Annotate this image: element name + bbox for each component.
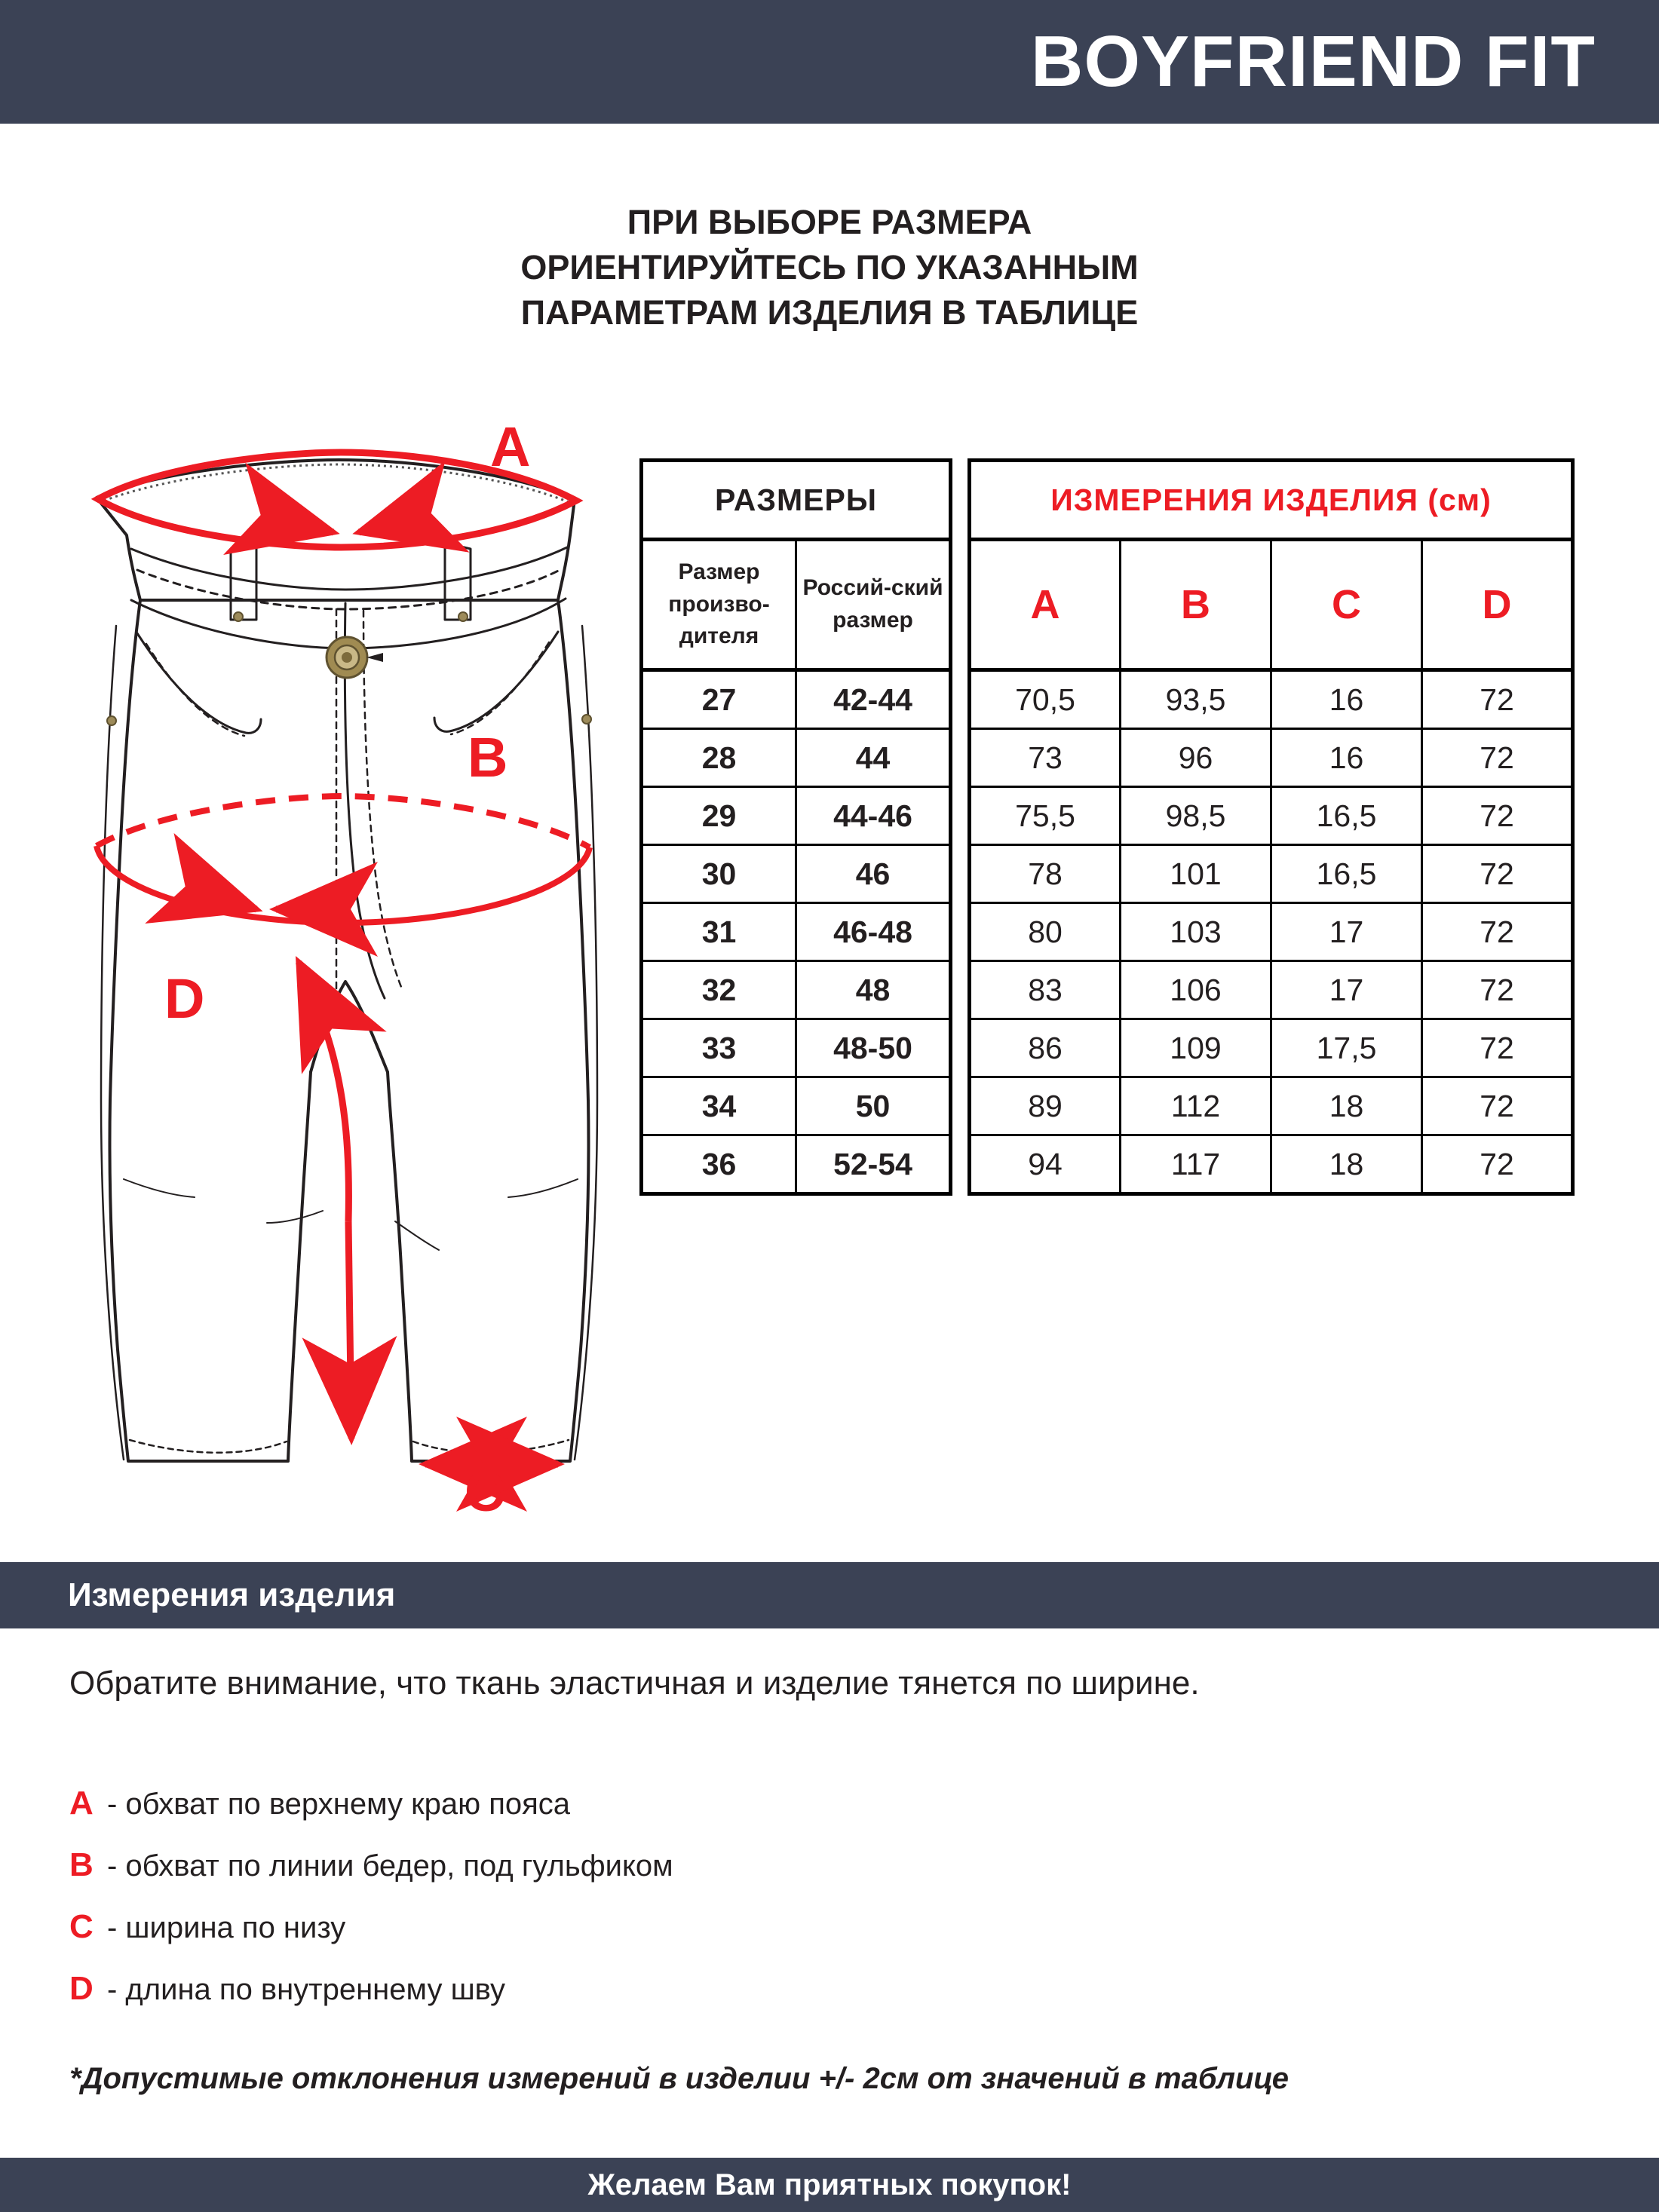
- legend-letter-b: B: [69, 1846, 94, 1883]
- cell-a: 78: [970, 845, 1121, 903]
- table-header-row: [970, 461, 1573, 540]
- cell-b: 96: [1121, 729, 1271, 787]
- col-header-b: B: [1121, 540, 1271, 670]
- cell-russian: 44: [796, 729, 951, 787]
- cell-manufacturer: 36: [642, 1135, 796, 1194]
- page-title: BOYFRIEND FIT: [1031, 21, 1596, 102]
- header-banner: [0, 0, 1659, 124]
- tolerance-footnote: *Допустимые отклонения измерений в изделии +/- 2см от значений в таблице: [69, 2062, 1289, 2095]
- legend-item-c: [69, 1908, 1201, 1970]
- sizes-table: [639, 458, 952, 1196]
- cell-d: 72: [1422, 1077, 1573, 1135]
- footer-message: Желаем Вам приятных покупок!: [587, 2168, 1072, 2201]
- measurement-legend: [69, 1785, 1201, 2032]
- table-row: [970, 787, 1573, 845]
- legend-letter-d: D: [69, 1970, 94, 2007]
- legend-letter-a: A: [69, 1785, 94, 1821]
- col-header-a: A: [970, 540, 1121, 670]
- cell-b: 106: [1121, 961, 1271, 1019]
- table-row: [970, 903, 1573, 961]
- cell-russian: 46-48: [796, 903, 951, 961]
- diagram-label-a: A: [490, 415, 531, 478]
- cell-a: 70,5: [970, 670, 1121, 729]
- cell-manufacturer: 32: [642, 961, 796, 1019]
- subtitle-block: [0, 200, 1659, 335]
- col-header-d: D: [1422, 540, 1573, 670]
- col-header-russian: Россий-ский размер: [796, 540, 951, 670]
- stretch-note: Обратите внимание, что ткань эластичная и изделие тянется по ширине.: [69, 1665, 1200, 1702]
- table-row: [642, 1135, 951, 1194]
- cell-manufacturer: 28: [642, 729, 796, 787]
- measurements-group-header: ИЗМЕРЕНИЯ ИЗДЕЛИЯ (см): [970, 461, 1573, 540]
- footer-banner: [0, 2158, 1659, 2212]
- cell-a: 83: [970, 961, 1121, 1019]
- cell-russian: 50: [796, 1077, 951, 1135]
- cell-manufacturer: 27: [642, 670, 796, 729]
- cell-russian: 48-50: [796, 1019, 951, 1077]
- cell-c: 17,5: [1271, 1019, 1422, 1077]
- cell-d: 72: [1422, 1019, 1573, 1077]
- table-row: [642, 1019, 951, 1077]
- cell-a: 75,5: [970, 787, 1121, 845]
- measurement-b-ellipse-top: [97, 796, 590, 847]
- cell-a: 86: [970, 1019, 1121, 1077]
- cell-manufacturer: 30: [642, 845, 796, 903]
- table-header-row: [642, 461, 951, 540]
- col-header-manufacturer: Размер произво-дителя: [642, 540, 796, 670]
- cell-b: 117: [1121, 1135, 1271, 1194]
- cell-c: 18: [1271, 1077, 1422, 1135]
- cell-russian: 42-44: [796, 670, 951, 729]
- table-row: [642, 1077, 951, 1135]
- section-banner-label: Измерения изделия: [68, 1576, 396, 1613]
- sizes-group-header: РАЗМЕРЫ: [642, 461, 951, 540]
- cell-d: 72: [1422, 670, 1573, 729]
- table-row: [970, 1077, 1573, 1135]
- jeans-button-icon: [327, 637, 383, 678]
- table-row: [970, 1019, 1573, 1077]
- cell-d: 72: [1422, 729, 1573, 787]
- cell-b: 93,5: [1121, 670, 1271, 729]
- legend-item-b: [69, 1846, 1201, 1908]
- cell-b: 109: [1121, 1019, 1271, 1077]
- table-row: [642, 961, 951, 1019]
- subtitle-line-1: ПРИ ВЫБОРЕ РАЗМЕРА: [627, 203, 1032, 241]
- cell-b: 103: [1121, 903, 1271, 961]
- table-row: [642, 670, 951, 729]
- cell-c: 18: [1271, 1135, 1422, 1194]
- table-row: [642, 787, 951, 845]
- cell-a: 89: [970, 1077, 1121, 1135]
- size-chart-tables: [639, 458, 1575, 1196]
- section-banner: [0, 1562, 1659, 1628]
- cell-a: 80: [970, 903, 1121, 961]
- cell-manufacturer: 33: [642, 1019, 796, 1077]
- legend-text-a: - обхват по верхнему краю пояса: [107, 1788, 571, 1821]
- cell-d: 72: [1422, 787, 1573, 845]
- jeans-diagram: [68, 415, 626, 1523]
- cell-b: 98,5: [1121, 787, 1271, 845]
- table-row: [970, 845, 1573, 903]
- cell-b: 112: [1121, 1077, 1271, 1135]
- cell-c: 16: [1271, 729, 1422, 787]
- cell-c: 16,5: [1271, 787, 1422, 845]
- cell-c: 16: [1271, 670, 1422, 729]
- cell-d: 72: [1422, 961, 1573, 1019]
- table-row: [970, 1135, 1573, 1194]
- diagram-label-d: D: [164, 967, 205, 1030]
- table-subheader-row: [970, 540, 1573, 670]
- subtitle-line-2: ОРИЕНТИРУЙТЕСЬ ПО УКАЗАННЫМ: [520, 247, 1139, 286]
- cell-a: 73: [970, 729, 1121, 787]
- legend-text-b: - обхват по линии бедер, под гульфиком: [107, 1849, 673, 1883]
- table-row: [970, 961, 1573, 1019]
- cell-manufacturer: 29: [642, 787, 796, 845]
- table-row: [970, 670, 1573, 729]
- table-subheader-row: [642, 540, 951, 670]
- cell-c: 16,5: [1271, 845, 1422, 903]
- cell-c: 17: [1271, 961, 1422, 1019]
- cell-d: 72: [1422, 903, 1573, 961]
- col-header-c: C: [1271, 540, 1422, 670]
- cell-manufacturer: 34: [642, 1077, 796, 1135]
- diagram-label-c: C: [465, 1460, 505, 1523]
- cell-a: 94: [970, 1135, 1121, 1194]
- legend-text-c: - ширина по низу: [107, 1911, 346, 1944]
- cell-b: 101: [1121, 845, 1271, 903]
- table-row: [642, 903, 951, 961]
- cell-d: 72: [1422, 845, 1573, 903]
- diagram-label-b: B: [468, 726, 508, 789]
- cell-russian: 52-54: [796, 1135, 951, 1194]
- cell-d: 72: [1422, 1135, 1573, 1194]
- table-row: [970, 729, 1573, 787]
- legend-item-a: [69, 1785, 1201, 1846]
- table-row: [642, 729, 951, 787]
- subtitle-line-3: ПАРАМЕТРАМ ИЗДЕЛИЯ В ТАБЛИЦЕ: [520, 293, 1139, 332]
- cell-c: 17: [1271, 903, 1422, 961]
- legend-letter-c: C: [69, 1908, 94, 1945]
- table-row: [642, 845, 951, 903]
- measurements-table: [967, 458, 1575, 1196]
- cell-manufacturer: 31: [642, 903, 796, 961]
- cell-russian: 44-46: [796, 787, 951, 845]
- cell-russian: 48: [796, 961, 951, 1019]
- legend-text-d: - длина по внутреннему шву: [107, 1973, 506, 2006]
- legend-item-d: [69, 1970, 1201, 2032]
- cell-russian: 46: [796, 845, 951, 903]
